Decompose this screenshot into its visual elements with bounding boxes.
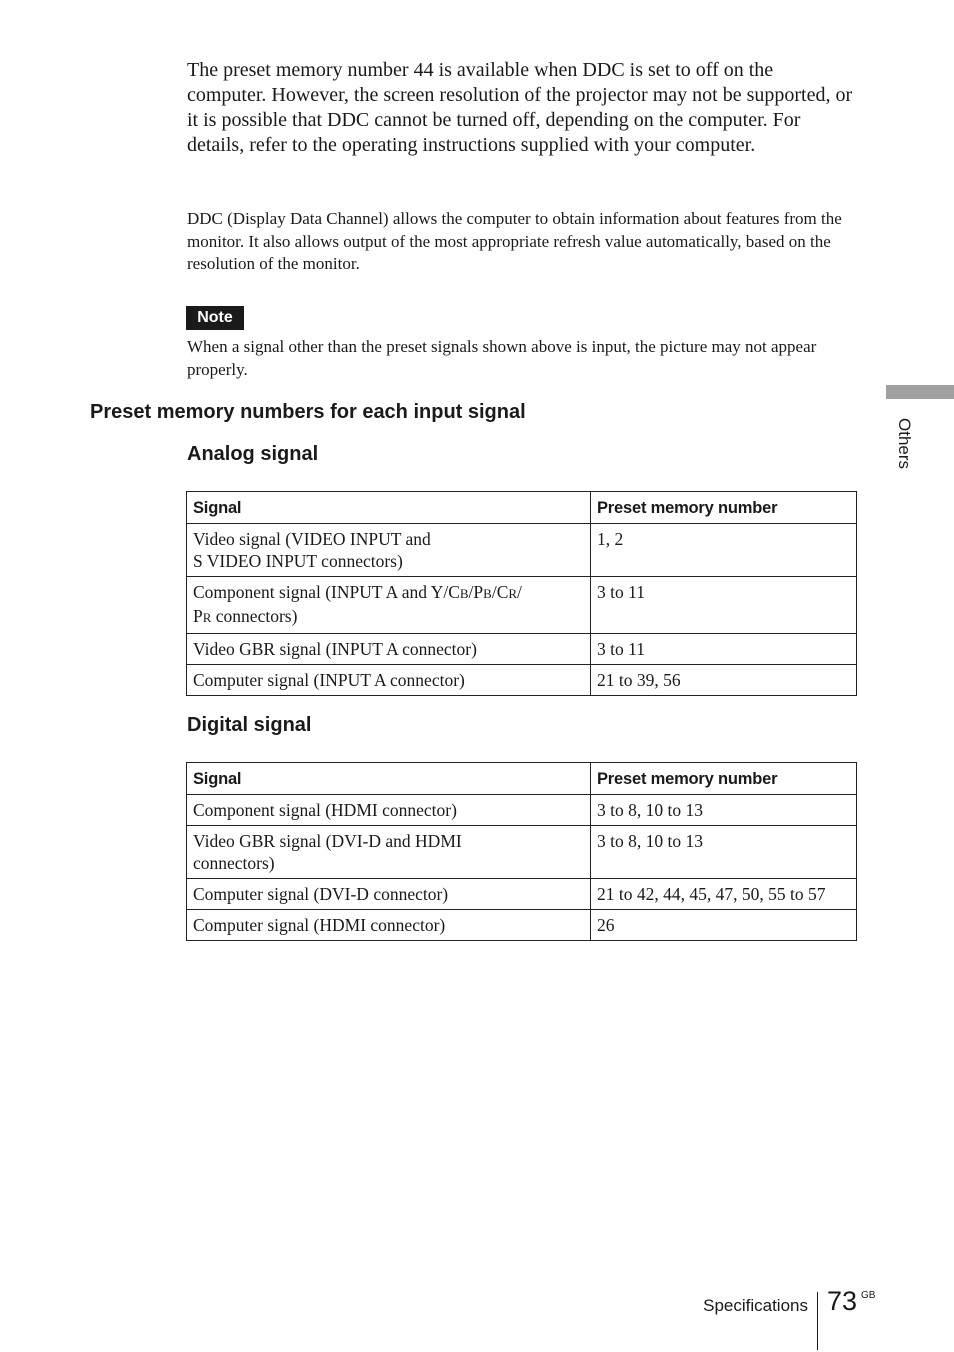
footer-section-label: Specifications: [703, 1296, 808, 1315]
signal-cell: Computer signal (INPUT A connector): [187, 665, 591, 696]
section-tab-marker: [886, 385, 954, 399]
analog-heading: Analog signal: [187, 443, 319, 465]
preset-cell: 21 to 39, 56: [591, 665, 857, 696]
table-row: [187, 826, 857, 879]
table-row: [187, 577, 857, 634]
preset-cell: 3 to 11: [591, 634, 857, 665]
analog-signal-table: [186, 491, 857, 696]
table-header-row: [187, 492, 857, 524]
table-row: [187, 665, 857, 696]
digital-heading: Digital signal: [187, 714, 312, 736]
signal-cell: Video GBR signal (INPUT A connector): [187, 634, 591, 665]
preset-cell: 3 to 11: [591, 577, 857, 634]
signal-cell: Video signal (VIDEO INPUT and S VIDEO INPUT connectors): [187, 524, 591, 577]
note-text: When a signal other than the preset signals shown above is input, the picture may not appear properly.: [187, 337, 817, 379]
signal-cell: Video GBR signal (DVI-D and HDMI connectors): [187, 826, 591, 879]
column-header-preset: Preset memory number: [591, 763, 857, 795]
digital-signal-table: [186, 762, 857, 941]
signal-cell: Component signal (INPUT A and Y/CB/PB/CR/ PR connectors): [187, 577, 591, 634]
table-row: [187, 524, 857, 577]
ddc-paragraph: DDC (Display Data Channel) allows the computer to obtain information about features from the monitor. It also allows output of the most appropriate refresh value automatically, based on the resolution of the monitor.: [187, 209, 842, 273]
column-header-signal: Signal: [187, 492, 591, 524]
signal-cell: Computer signal (DVI-D connector): [187, 879, 591, 910]
table-header-row: [187, 763, 857, 795]
table-row: [187, 795, 857, 826]
page-language-suffix: GB: [861, 1290, 876, 1301]
preset-cell: 21 to 42, 44, 45, 47, 50, 55 to 57: [591, 879, 857, 910]
table-row: [187, 879, 857, 910]
preset-cell: 3 to 8, 10 to 13: [591, 795, 857, 826]
section-heading: Preset memory numbers for each input signal: [90, 401, 526, 423]
side-section-label: Others: [895, 418, 914, 470]
page-number: 73: [827, 1286, 858, 1316]
signal-cell: Component signal (HDMI connector): [187, 795, 591, 826]
preset-cell: 1, 2: [591, 524, 857, 577]
table-row: [187, 910, 857, 941]
signal-cell: Computer signal (HDMI connector): [187, 910, 591, 941]
table-row: [187, 634, 857, 665]
preset-cell: 3 to 8, 10 to 13: [591, 826, 857, 879]
column-header-preset: Preset memory number: [591, 492, 857, 524]
intro-paragraph: The preset memory number 44 is available when DDC is set to off on the computer. However, the screen resolution of the projector may not be supported, or it is possible that DDC cannot be turned off, depending on the computer. For details, refer to the operating instructions supplied with your computer.: [187, 59, 853, 156]
preset-cell: 26: [591, 910, 857, 941]
column-header-signal: Signal: [187, 763, 591, 795]
footer-divider: [817, 1292, 818, 1350]
note-badge: Note: [186, 306, 244, 330]
